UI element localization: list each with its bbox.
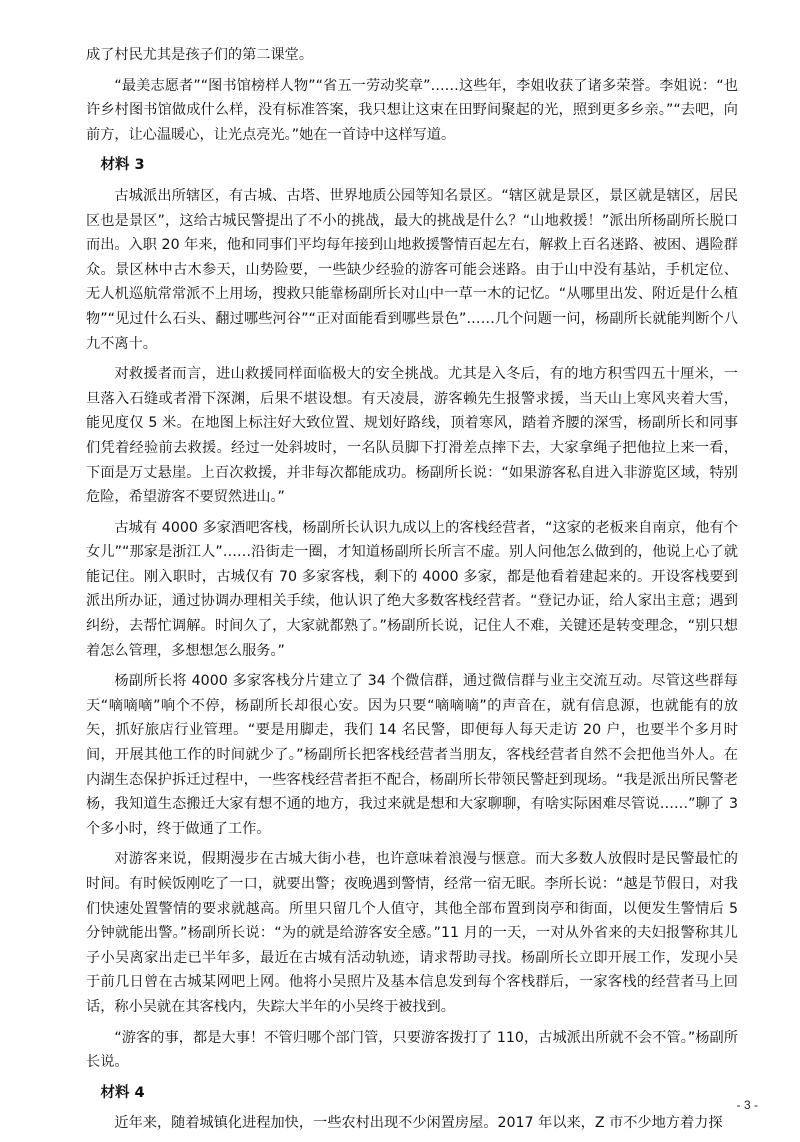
- material-3-paragraph-3: 古城有 4000 多家酒吧客栈，杨副所长认识九成以上的客栈经营者，“这家的老板来自南京，他有个女儿”“那家是浙江人”……沿街走一圈，才知道杨副所长所言不虚。别人问他怎么做到的，他说上心了就能记住。刚入职时，古城仅有 70 多家客栈，剩下的 4000 多家，都是他看着建起来的。开设客栈要到派出所办证，通过协调办理相关手续，他认识了绝大多数客栈经营者。“登记办证，给人家出主意；遇到纠纷，去帮忙调解。时间久了，大家就都熟了。”杨副所长说，记住人不难，关键还是转变理念，“别只想着怎么管理，多想想怎么服务。”: [86, 519, 738, 659]
- material-4-heading: 材料 4: [100, 1084, 145, 1101]
- material-3-paragraph-2: 对救援者而言，进山救援同样面临极大的安全挑战。尤其是入冬后，有的地方积雪四五十厘米，一旦落入石缝或者滑下深渊，后果不堪设想。有天凌晨，游客赖先生报警求援，当天山上寒风夹着大雪，能见度仅 5 米。在地图上标注好大致位置、规划好路线，顶着寒风，踏着齐腰的深雪，杨副所长和同事们凭着经验前去救援。经过一处斜坡时，一名队员脚下打滑差点摔下去，大家拿绳子把他拉上来一看，下面是万丈悬崖。上百次救援，并非每次都能成功。杨副所长说：“如果游客私自进入非游览区域，特别危险，希望游客不要贸然进山。”: [86, 366, 738, 506]
- page-content: [86, 43, 738, 1142]
- material-3-paragraph-1: 古城派出所辖区，有古城、古塔、世界地质公园等知名景区。“辖区就是景区，景区就是辖区，居民区也是景区”，这给古城民警提出了不小的挑战，最大的挑战是什么？“山地救援！”派出所杨副所长脱口而出。入职 20 年来，他和同事们平均每年接到山地救援警情百起左右，解救上百名迷路、被困、遇险群众。景区林中古木参天，山势险要，一些缺少经验的游客可能会迷路。由于山中没有基站，手机定位、无人机巡航常常派不上用场，搜救只能靠杨副所长对山中一草一木的记忆。“从哪里出发、附近是什么植物”“见过什么石头、翻过哪些河谷”“正对面能看到哪些景色”……几个问题一问，杨副所长就能判断个八九不离十。: [86, 187, 738, 352]
- material-3-paragraph-5: 对游客来说，假期漫步在古城大街小巷，也许意味着浪漫与惬意。而大多数人放假时是民警最忙的时间。有时候饭刚吃了一口，就要出警；夜晚遇到警情，经常一宿无眠。李所长说：“越是节假日，对我们快速处置警情的要求就越高。所里只留几个人值守，其他全部布置到岗亭和街面，以便发生警情后 5 分钟就能出警。”杨副所长说：“为的就是给游客安全感。”11 月的一天，一对从外省来的夫妇报警称其儿子小吴离家出走已半年多，最近在古城有活动轨迹，请求帮助寻找。杨副所长立即开展工作，发现小吴于前几日曾在古城某网吧上网。他将小吴照片及基本信息发到每个客栈群后，一家客栈的经营者马上回话，称小吴就在其客栈内，失踪大半年的小吴终于被找到。: [86, 851, 738, 1015]
- paragraph-honors: “最美志愿者”“图书馆榜样人物”“省五一劳动奖章”……这些年，李姐收获了诸多荣誉。李姐说：“也许乡村图书馆做成什么样，没有标准答案，我只想让这束在田野间聚起的光，照到更多乡亲。”“去吧，向前方，让心温暖心，让光点亮光。”她在一首诗中这样写道。: [86, 77, 738, 143]
- page-number: - 3 -: [736, 1098, 758, 1112]
- material-3-paragraph-6: “游客的事，都是大事！不管归哪个部门管，只要游客拨打了 110，古城派出所就不会不管。”杨副所长说。: [86, 1029, 738, 1071]
- material-3-paragraph-4: 杨副所长将 4000 多家客栈分片建立了 34 个微信群，通过微信群与业主交流互动。尽管这些群每天“嘀嘀嘀”响个不停，杨副所长却很心安。因为只要“嘀嘀嘀”的声音在，就有信息源，也就能有的放矢，抓好旅店行业管理。“要是用脚走，我们 14 名民警，即便每人每天走访 20 户，也要半个多月时间，开展其他工作的时间就少了。”杨副所长把客栈经营者当朋友，客栈经营者自然不会把他当外人。在内湖生态保护拆迁过程中，一些客栈经营者拒不配合，杨副所长带领民警赶到现场。“我是派出所民警老杨，我知道生态搬迁大家有想不通的地方，我过来就是想和大家聊聊，有啥实际困难尽管说……”聊了 3 个多小时，终于做通了工作。: [86, 673, 738, 837]
- material-4-paragraph-1: 近年来，随着城镇化进程加快，一些农村出现不少闲置房屋。2017 年以来，Z 市不少地方着力探: [114, 1115, 723, 1132]
- paragraph-continuation: 成了村民尤其是孩子们的第二课堂。: [86, 47, 314, 63]
- material-3-heading: 材料 3: [100, 157, 145, 174]
